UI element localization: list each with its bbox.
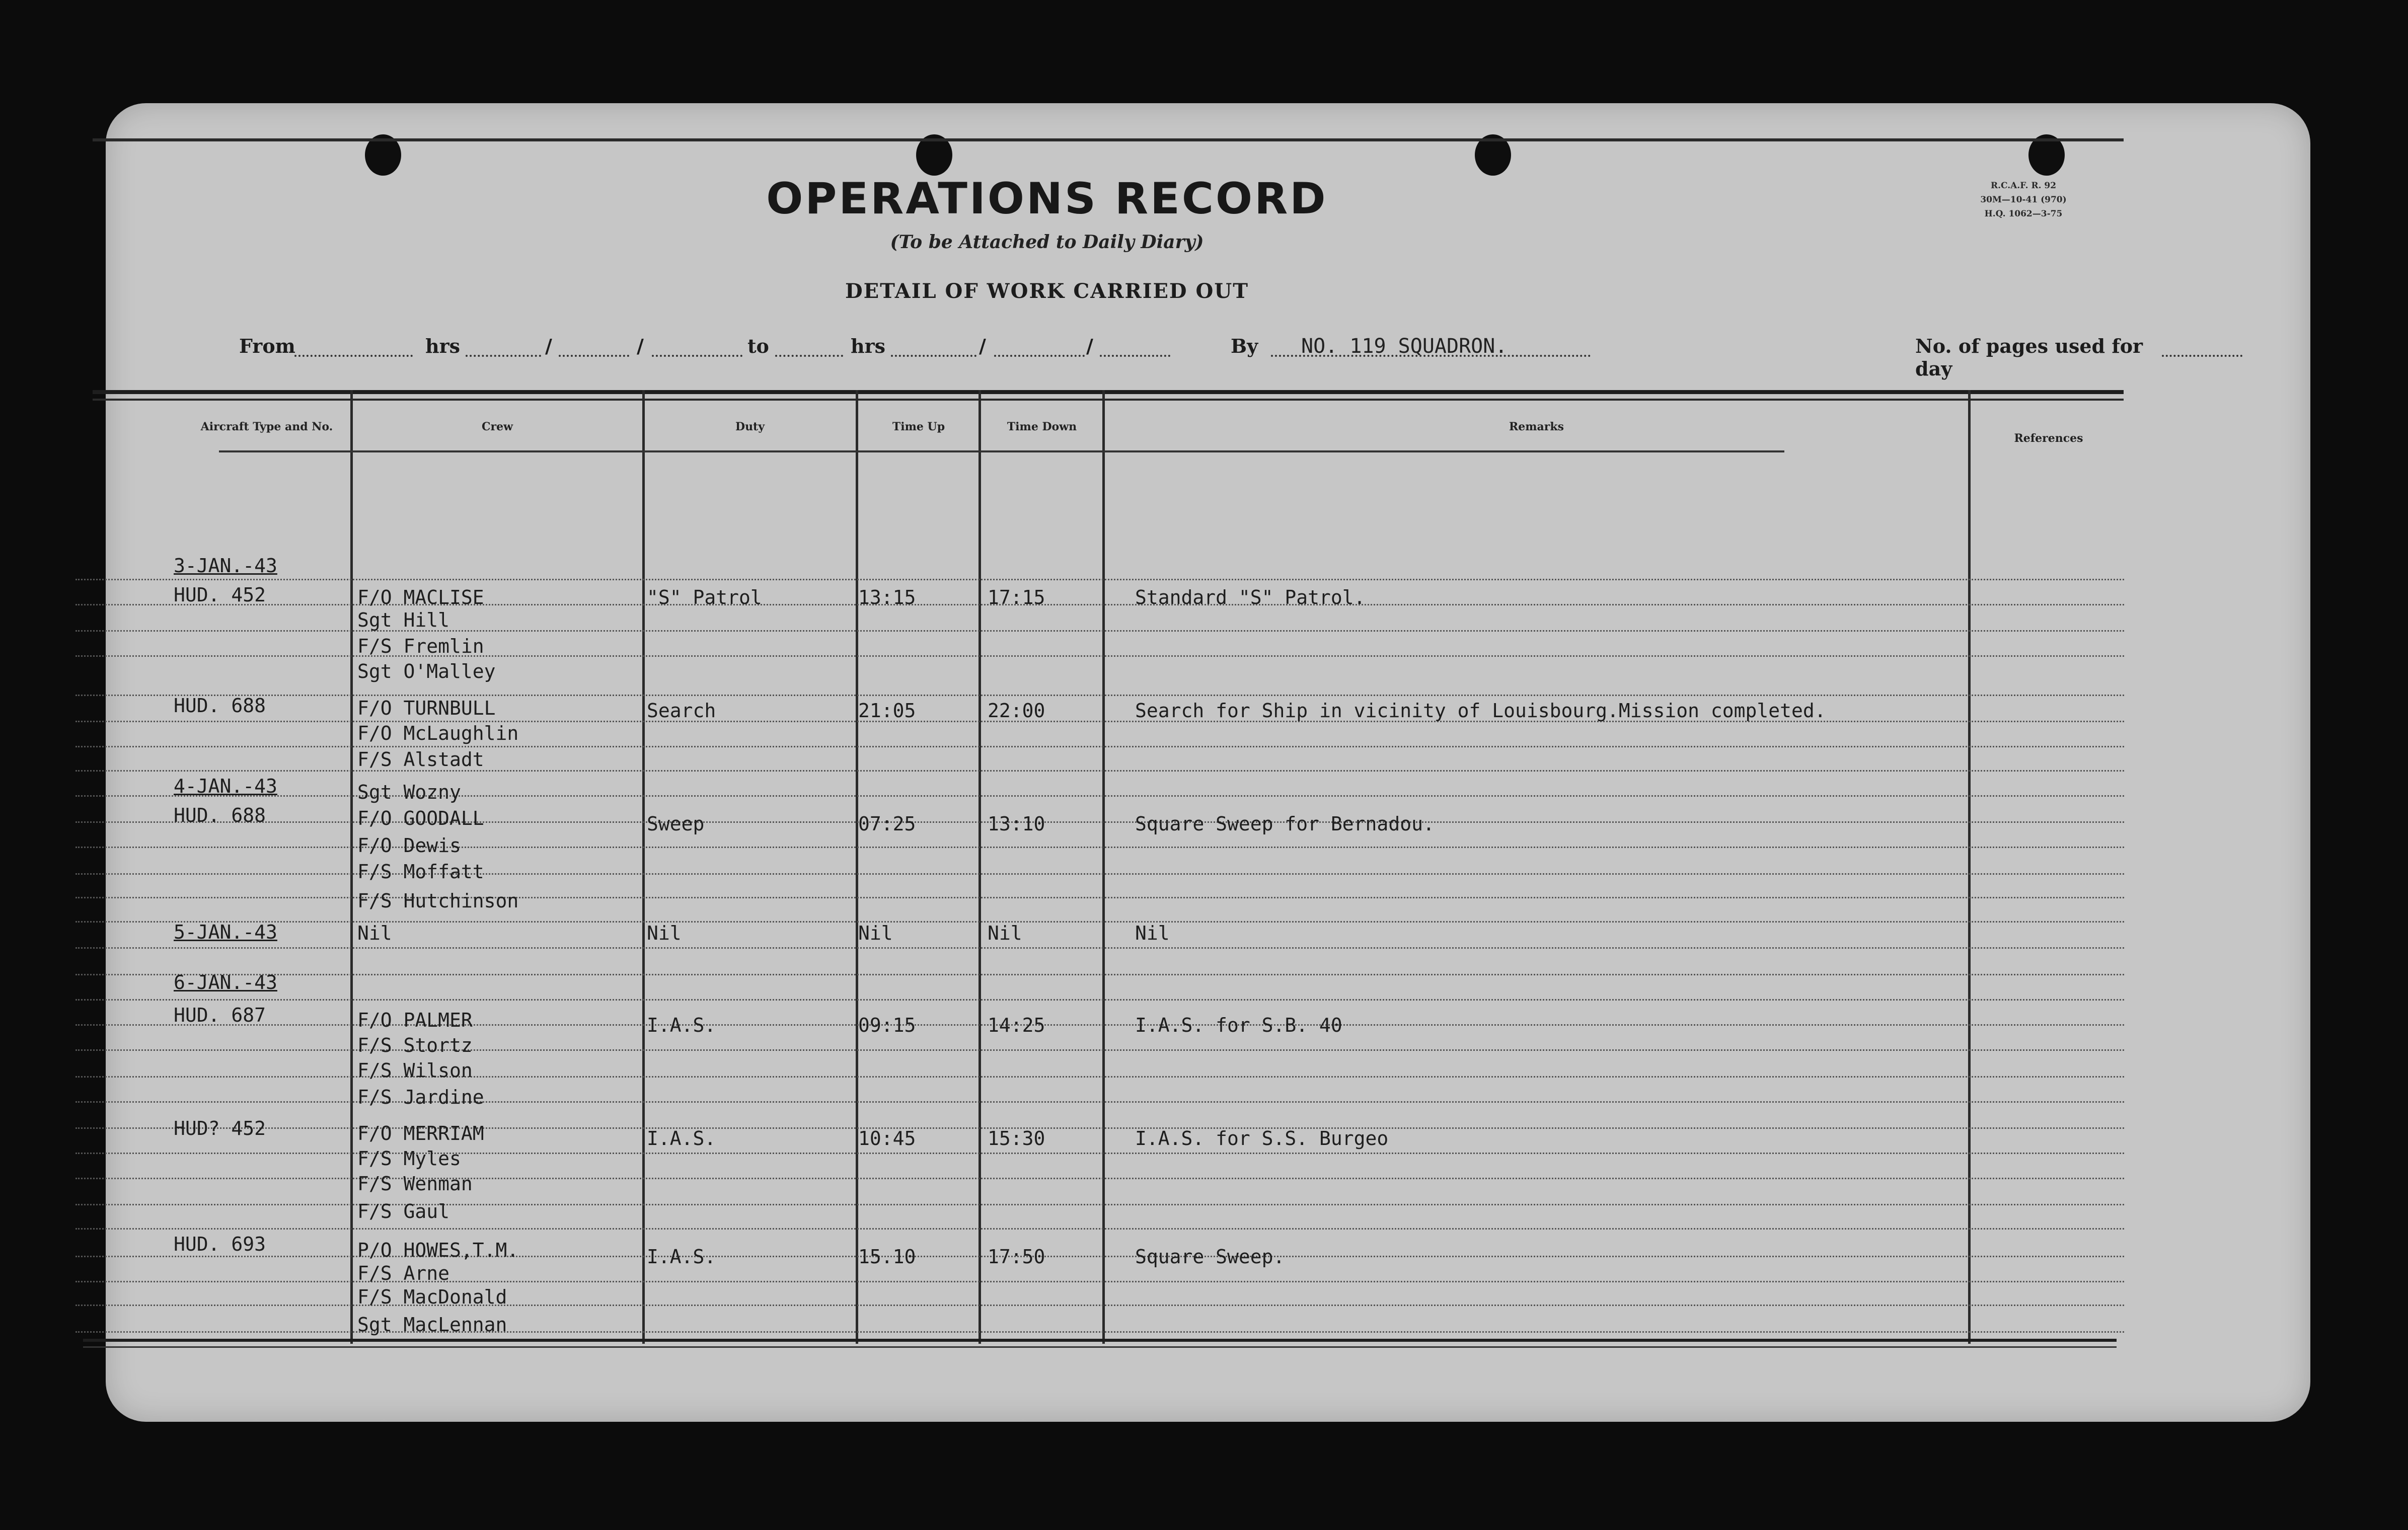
column-divider <box>1968 390 1971 1344</box>
entry-up: 07:25 <box>858 813 916 835</box>
entry-aircraft: 6-JAN.-43 <box>174 971 277 993</box>
entry-aircraft: HUD. 687 <box>174 1004 266 1026</box>
slash: / <box>545 335 552 357</box>
entry-remarks: Search for Ship in vicinity of Louisbourg.Mission completed. <box>1135 700 1826 722</box>
entry-down: Nil <box>988 922 1022 944</box>
blank <box>466 355 541 357</box>
entry-crew: F/O TURNBULL <box>357 697 496 719</box>
entry-aircraft: HUD. 693 <box>174 1233 266 1255</box>
col-header-time-down: Time Down <box>1007 420 1077 433</box>
col-header-references: References <box>2014 432 2083 445</box>
entry-down: 13:10 <box>988 813 1045 835</box>
column-divider <box>1102 390 1105 1344</box>
slash: / <box>637 335 644 357</box>
entry-up: Nil <box>858 922 893 944</box>
blank <box>775 355 843 357</box>
entry-crew: F/S Alstadt <box>357 748 484 771</box>
entry-crew: F/S Wenman <box>357 1173 473 1195</box>
col-header-time-up: Time Up <box>892 420 945 433</box>
entry-crew: F/O McLaughlin <box>357 722 519 744</box>
entry-down: 22:00 <box>988 700 1045 722</box>
entry-down: 17:50 <box>988 1246 1045 1268</box>
by-label: By <box>1231 335 1258 357</box>
ruled-line <box>76 947 2124 949</box>
entry-remarks: Standard "S" Patrol. <box>1135 586 1366 608</box>
to-label: to <box>747 335 769 357</box>
entry-duty: I.A.S. <box>647 1246 716 1268</box>
entry-up: 10:45 <box>858 1127 916 1150</box>
pages-blank <box>2162 355 2242 357</box>
table-top-rule <box>93 399 2124 401</box>
entry-aircraft: HUD? 452 <box>174 1117 266 1139</box>
form-code-line: 30M—10-41 (970) <box>1980 195 2067 205</box>
entry-aircraft: HUD. 688 <box>174 695 266 717</box>
col-header-crew: Crew <box>481 420 513 433</box>
form-code-line: H.Q. 1062—3-75 <box>1984 209 2063 219</box>
entry-remarks: Nil <box>1135 922 1170 944</box>
col-header-aircraft: Aircraft Type and No. <box>200 420 333 433</box>
entry-duty: Sweep <box>647 813 705 835</box>
entry-crew: F/S MacDonald <box>357 1286 507 1308</box>
entry-aircraft: HUD. 452 <box>174 584 266 606</box>
slash: / <box>1086 335 1093 357</box>
entry-crew: Sgt Hill <box>357 609 450 631</box>
entry-crew: Sgt O'Malley <box>357 660 496 682</box>
entry-duty: I.A.S. <box>647 1014 716 1036</box>
form-code <box>1966 179 2081 221</box>
bottom-rule <box>83 1339 2117 1342</box>
ruled-line <box>76 695 2124 696</box>
page-title: OPERATIONS RECORD <box>766 174 1328 224</box>
header-rule <box>219 450 1784 452</box>
entry-crew: F/S Myles <box>357 1148 461 1170</box>
entry-crew: F/S Arne <box>357 1262 450 1284</box>
ruled-line <box>76 746 2124 747</box>
entry-aircraft: 5-JAN.-43 <box>174 921 277 943</box>
entry-aircraft: 3-JAN.-43 <box>174 555 277 577</box>
detail-heading: DETAIL OF WORK CARRIED OUT <box>845 279 1249 303</box>
entry-up: 13:15 <box>858 586 916 608</box>
entry-down: 15:30 <box>988 1127 1045 1150</box>
hrs-label: hrs <box>851 335 886 357</box>
entry-remarks: Square Sweep for Bernadou. <box>1135 813 1435 835</box>
table-top-rule <box>93 390 2124 394</box>
col-header-duty: Duty <box>735 420 765 433</box>
column-divider <box>642 390 645 1344</box>
hrs-label: hrs <box>425 335 461 357</box>
from-blank <box>294 355 413 357</box>
entry-remarks: I.A.S. for S.B. 40 <box>1135 1014 1342 1036</box>
blank <box>652 355 742 357</box>
blank <box>891 355 976 357</box>
entry-crew: F/S Gaul <box>357 1200 450 1222</box>
squadron-name: NO. 119 SQUADRON. <box>1301 335 1508 358</box>
column-divider <box>979 390 981 1344</box>
entry-crew: Sgt MacLennan <box>357 1314 507 1336</box>
top-rule <box>93 138 2124 141</box>
entry-crew: Nil <box>357 922 392 944</box>
entry-up: 09:15 <box>858 1014 916 1036</box>
entry-aircraft: HUD. 688 <box>174 804 266 826</box>
entry-remarks: Square Sweep. <box>1135 1246 1285 1268</box>
entry-duty: I.A.S. <box>647 1127 716 1150</box>
ruled-line <box>76 974 2124 975</box>
column-divider <box>350 390 353 1344</box>
blank <box>1100 355 1170 357</box>
column-divider <box>856 390 858 1344</box>
entry-crew: F/S Moffatt <box>357 861 484 883</box>
from-label: From <box>239 335 295 357</box>
ruled-line <box>76 1228 2124 1230</box>
entry-crew: F/S Jardine <box>357 1086 484 1108</box>
bottom-rule <box>83 1346 2117 1348</box>
entry-crew: F/O MACLISE <box>357 586 484 608</box>
entry-duty: Search <box>647 700 716 722</box>
entry-duty: "S" Patrol <box>647 586 762 608</box>
entry-crew: F/O GOODALL <box>357 807 484 829</box>
ruled-line <box>76 999 2124 1001</box>
entry-crew: F/O Dewis <box>357 834 461 857</box>
page-subtitle: (To be Attached to Daily Diary) <box>890 232 1204 253</box>
meta-row <box>133 335 2147 380</box>
entry-crew: Sgt Wozny <box>357 781 461 803</box>
entry-aircraft: 4-JAN.-43 <box>174 775 277 797</box>
entry-crew: F/S Fremlin <box>357 635 484 657</box>
entry-duty: Nil <box>647 922 682 944</box>
ruled-line <box>76 579 2124 580</box>
entry-crew: F/O PALMER <box>357 1009 473 1031</box>
pages-label: No. of pages used for day <box>1915 335 2143 380</box>
entry-down: 17:15 <box>988 586 1045 608</box>
entry-crew: P/O HOWES,T.M. <box>357 1239 519 1261</box>
col-header-remarks: Remarks <box>1509 420 1564 433</box>
entry-down: 14:25 <box>988 1014 1045 1036</box>
entry-up: 15.10 <box>858 1246 916 1268</box>
entry-remarks: I.A.S. for S.S. Burgeo <box>1135 1127 1389 1150</box>
entry-crew: F/O MERRIAM <box>357 1122 484 1144</box>
slash: / <box>979 335 986 357</box>
blank <box>994 355 1085 357</box>
blank <box>559 355 629 357</box>
entry-crew: F/S Stortz <box>357 1034 473 1056</box>
form-code-line: R.C.A.F. R. 92 <box>1990 181 2057 191</box>
entry-crew: F/S Wilson <box>357 1059 473 1082</box>
entry-up: 21:05 <box>858 700 916 722</box>
entry-crew: F/S Hutchinson <box>357 890 519 912</box>
